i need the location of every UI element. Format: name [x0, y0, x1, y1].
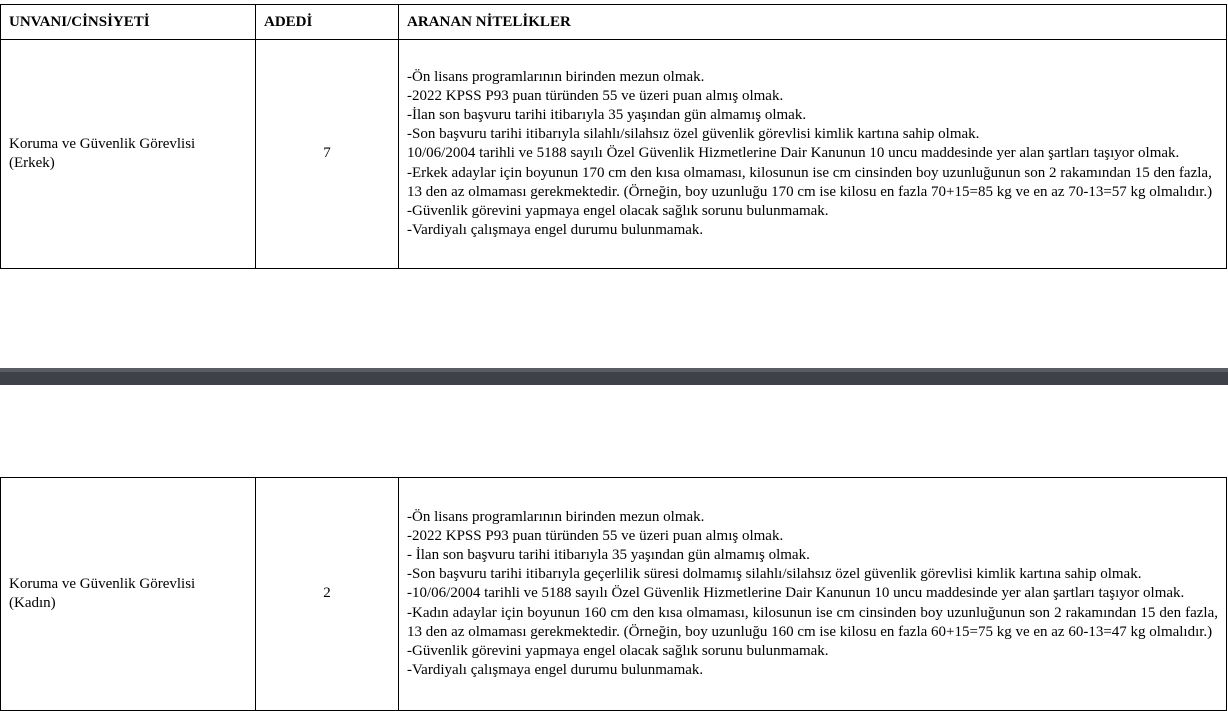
requirements-table-page-2 [0, 477, 1227, 711]
position-title: Koruma ve Güvenlik Görevlisi [9, 135, 196, 152]
requirements-cell [399, 478, 1227, 711]
requirement-item: -Son başvuru tarihi itibarıyla geçerlilik süresi dolmamış silahlı/silahsız özel güvenlik görevlisi kimlik kartına sahip olmak. [407, 566, 1142, 583]
header-title: UNVANI/CİNSİYETİ [1, 5, 256, 40]
requirement-item: - İlan son başvuru tarihi itibarıyla 35 yaşından gün almamış olmak. [407, 546, 810, 563]
requirement-item: -Güvenlik görevini yapmaya engel olacak sağlık sorunu bulunmamak. [407, 643, 829, 659]
requirement-item: -2022 KPSS P93 puan türünden 55 ve üzeri puan almış olmak. [407, 527, 784, 544]
header-count: ADEDİ [256, 5, 399, 40]
requirement-item: -Erkek adaylar için boyunun 170 cm den kısa olmaması, kilosunun ise cm cinsinden boy uzunluğunun son 2 rakamından 15 den fazla, 13 den az olmaması gerekmektedir. (Örneğin, boy uzunluğu 170 cm ise kilosu en fazla 70+15=85 kg ve en az 70-13=57 kg olmalıdır.) [407, 164, 1213, 200]
requirements-cell [399, 40, 1227, 269]
position-count: 7 [256, 40, 399, 269]
requirement-item: -Vardiyalı çalışmaya engel durumu bulunmamak. [407, 222, 704, 239]
table-header-row [1, 5, 1227, 40]
requirement-item: -Ön lisans programlarının birinden mezun olmak. [407, 68, 705, 85]
table-row [1, 478, 1227, 711]
page-divider-highlight [0, 368, 1228, 372]
requirement-item: -İlan son başvuru tarihi itibarıyla 35 yaşından gün almamış olmak. [407, 106, 807, 123]
requirements-table-page-1 [0, 4, 1227, 269]
table-row [1, 40, 1227, 269]
position-title: Koruma ve Güvenlik Görevlisi [9, 575, 196, 592]
position-count: 2 [256, 478, 399, 711]
requirement-item: -10/06/2004 tarihli ve 5188 sayılı Özel Güvenlik Hizmetlerine Dair Kanunun 10 uncu maddesinde yer alan şartları taşıyor olmak. [407, 585, 1185, 602]
requirement-item: 10/06/2004 tarihli ve 5188 sayılı Özel Güvenlik Hizmetlerine Dair Kanunun 10 uncu maddesinde yer alan şartları taşıyor olmak. [407, 145, 1180, 162]
position-title-cell [1, 40, 256, 269]
requirement-item: -Son başvuru tarihi itibarıyla silahlı/silahsız özel güvenlik görevlisi kimlik kartına sahip olmak. [407, 126, 980, 143]
requirement-item: -Ön lisans programlarının birinden mezun olmak. [407, 508, 705, 525]
requirement-item: -Güvenlik görevini yapmaya engel olacak sağlık sorunu bulunmamak. [407, 203, 829, 219]
requirement-item: -2022 KPSS P93 puan türünden 55 ve üzeri puan almış olmak. [407, 87, 784, 104]
position-title-cell [1, 478, 256, 711]
requirement-item: -Vardiyalı çalışmaya engel durumu bulunmamak. [407, 662, 704, 679]
requirement-item: -Kadın adaylar için boyunun 160 cm den kısa olmaması, kilosunun ise cm cinsinden boy uzunluğunun son 2 rakamından 15 den fazla, 13 den az olmaması gerekmektedir. (Örneğin, boy uzunluğu 160 cm ise kilosu en fazla 60+15=75 kg ve en az 60-13=47 kg olmalıdır.) [407, 604, 1218, 640]
position-gender: (Kadın) [9, 595, 56, 611]
header-requirements: ARANAN NİTELİKLER [399, 5, 1227, 40]
position-gender: (Erkek) [9, 155, 55, 171]
